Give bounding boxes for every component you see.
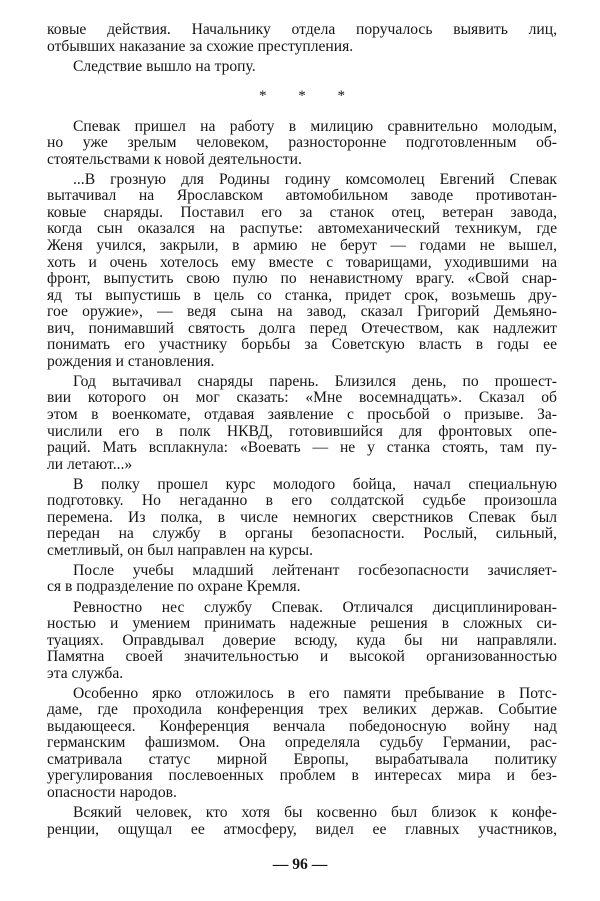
text-line: ...В грозную для Родины годину комсомолец Евгений Спевак [73,171,557,188]
section-separator: * * * [259,88,359,105]
paragraph [47,686,557,802]
text-line: эта служба. [47,665,124,682]
text-line: Ревностно нес службу Спевак. Отличался дисциплинирован- [73,599,557,616]
text-line: раций. Мать всплакнула: «Воевать — не у станка стоять, там пу- [47,440,557,457]
text-line: германским фашизмом. Она определяла судьбу Германии, рас- [47,735,557,752]
text-line: Женя учился, закрыли, в армию не берут — годами не вышел, [47,238,557,255]
text-line: но уже зрелым человеком, разносторонне подготовленным об- [47,135,557,152]
text-line: вии которого он мог сказать: «Мне восемнадцать». Сказал об [47,390,557,407]
text-line: туациях. Оправдывал доверие всюду, куда бы ни направляли. [47,632,557,649]
text-line: понимать его участнику борьбы за Советскую власть в годы ее [47,337,557,354]
paragraph [47,477,557,560]
text-line: отбывших наказание за схожие преступления. [47,38,354,55]
paragraph [47,600,557,683]
text-line: ковые снаряды. Поставил его за станок отец, ветеран завода, [47,204,557,221]
text-line: хоть и очень хотелось ему вместе с товарищами, уходившими на [47,254,557,271]
text-line: когда сын оказался на распутье: автомеханический техникум, где [47,221,557,238]
paragraph [47,805,557,838]
text-line: стоятельствами к новой деятельности. [47,151,302,168]
text-line: Год вытачивал снаряды парень. Близился день, по прошест- [73,373,557,390]
text-line: В полку прошел курс молодого бойца, начал специальную [73,476,557,493]
text-line: гое оружие», — ведя сына на завод, сказал Григорий Демьяно- [47,304,557,321]
text-line: ли летают...» [47,456,133,473]
text-line: числили его в полк НКВД, готовившийся для фронтовых опе- [47,423,557,440]
text-line: сметливый, он был направлен на курсы. [47,542,314,559]
text-line: опасности народов. [47,785,177,802]
paragraph [47,374,557,473]
text-line: Спевак пришел на работу в милицию сравнительно молодым, [73,118,557,135]
text-line: перемена. Из полка, в числе немногих сверстников Спевак был [47,509,557,526]
text-line: После учебы младший лейтенант госбезопасности зачисляет- [73,562,557,579]
text-line: рождения и становления. [47,353,215,370]
text-line: Особенно ярко отложилось в его памяти пребывание в Потс- [73,685,557,702]
text-line: урегулирования послевоенных проблем в интересах мира и без- [47,768,557,785]
paragraph [47,59,557,76]
text-line: ренции, ощущал ее атмосферу, видел ее главных участников, [47,821,557,838]
paragraph [47,119,557,169]
text-line: даме, где проходила конференция трех великих держав. Событие [47,702,557,719]
text-line: передан на службу в органы безопасности. Рослый, сильный, [47,526,557,543]
text-line: выдающееся. Конференция венчала победоносную войну над [47,718,557,735]
text-line: фронт, выпустить свою пулю по ненавистному врагу. «Свой снар- [47,271,557,288]
text-line: этом в военкомате, отдавая заявление с просьбой о призыве. За- [47,406,557,423]
text-line: вич, понимавший святость долга перед Отечеством, как надлежит [47,320,557,337]
text-line: вытачивал на Ярославском автомобильном заводе противотан- [47,188,557,205]
text-line: сматривала статус мирной Европы, вырабатывала политику [47,751,557,768]
text-line: ся в подразделение по охране Кремля. [47,579,301,596]
page-number: — 96 — [272,856,328,873]
page-body [47,22,557,838]
paragraph [47,22,557,55]
paragraph [47,563,557,596]
main-section [47,119,557,838]
paragraph [47,172,557,371]
text-line: ностью и умением принимать надежные решения в сложных си- [47,616,557,633]
text-line: яд ты выпустишь в цель со станка, придет срок, возьмешь дру- [47,287,557,304]
text-line: Следствие вышло на тропу. [73,58,256,75]
text-line: Всякий человек, кто хотя бы косвенно был близок к конфе- [73,805,557,822]
top-section [47,22,557,75]
text-line: подготовку. Но негаданно в его солдатской судьбе произошла [47,493,557,510]
text-line: Памятна своей значительностью и высокой организованностью [47,649,557,666]
text-line: ковые действия. Начальнику отдела поручалось выявить лиц, [47,22,557,38]
